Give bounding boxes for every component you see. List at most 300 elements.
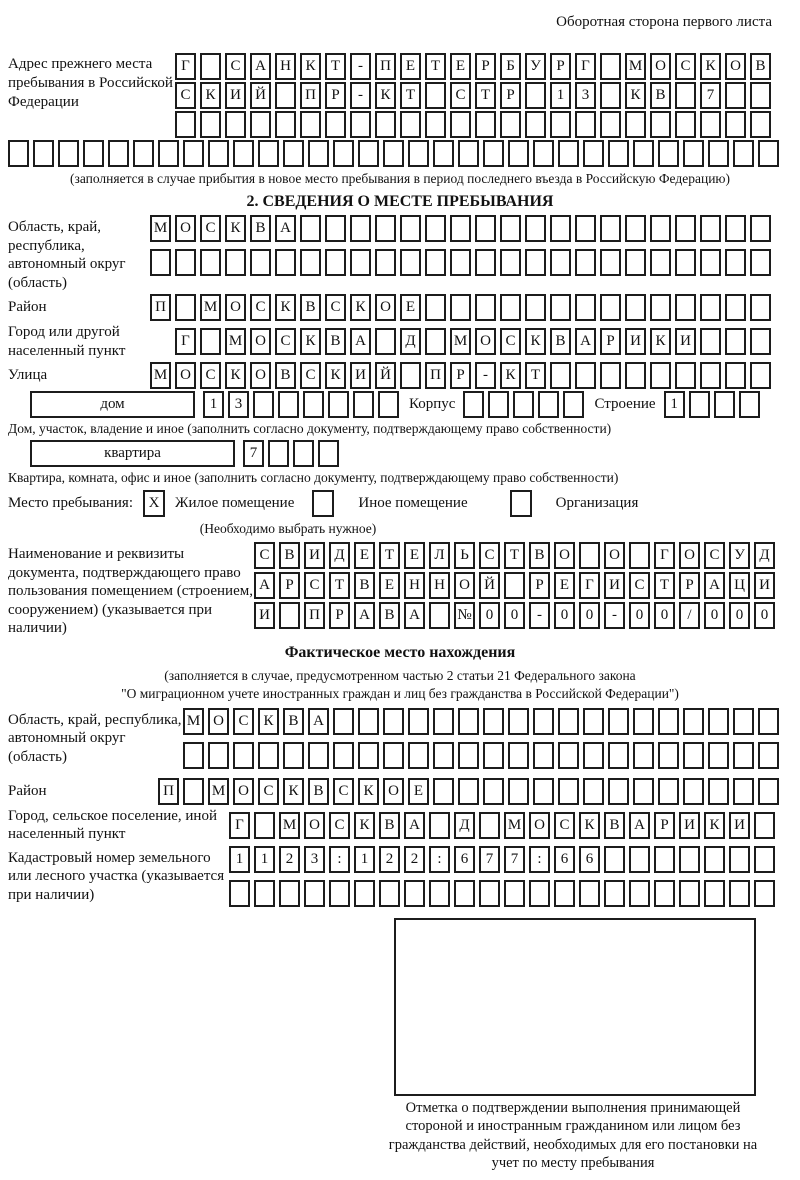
char-box xyxy=(458,140,479,167)
char-box: Б xyxy=(500,53,521,80)
char-box xyxy=(725,294,746,321)
char-box xyxy=(600,249,621,276)
char-box xyxy=(425,294,446,321)
char-box xyxy=(550,111,571,138)
street-row xyxy=(150,362,771,389)
char-box: В xyxy=(275,362,296,389)
char-box: 1 xyxy=(254,846,275,873)
char-box xyxy=(675,249,696,276)
char-box: Н xyxy=(404,572,425,599)
char-box: К xyxy=(704,812,725,839)
char-box xyxy=(558,708,579,735)
char-box xyxy=(425,249,446,276)
char-box xyxy=(608,708,629,735)
char-box xyxy=(483,708,504,735)
char-box: К xyxy=(350,294,371,321)
char-box xyxy=(425,82,446,109)
char-box xyxy=(358,708,379,735)
char-box xyxy=(533,140,554,167)
char-box: В xyxy=(283,708,304,735)
char-box: 1 xyxy=(354,846,375,873)
char-box: С xyxy=(329,812,350,839)
char-box xyxy=(558,778,579,805)
region-block xyxy=(8,215,792,292)
char-box xyxy=(758,708,779,735)
char-box: К xyxy=(300,328,321,355)
char-box: А xyxy=(704,572,725,599)
char-box xyxy=(433,140,454,167)
char-box xyxy=(533,778,554,805)
char-box: О xyxy=(208,708,229,735)
char-box: О xyxy=(529,812,550,839)
char-box: С xyxy=(629,572,650,599)
stay-type-note: (Необходимо выбрать нужное) xyxy=(199,521,377,536)
char-box: Й xyxy=(250,82,271,109)
checkbox-inoe xyxy=(312,490,334,517)
char-box xyxy=(625,215,646,242)
house-row xyxy=(8,391,792,418)
char-box xyxy=(279,602,300,629)
char-box xyxy=(583,708,604,735)
char-box: П xyxy=(158,778,179,805)
char-box: О xyxy=(175,362,196,389)
char-box xyxy=(425,328,446,355)
char-box: Г xyxy=(579,572,600,599)
fact-city-block xyxy=(8,807,792,844)
char-box: К xyxy=(283,778,304,805)
char-box: В xyxy=(250,215,271,242)
char-box xyxy=(450,249,471,276)
char-box: Т xyxy=(325,53,346,80)
char-box: Д xyxy=(454,812,475,839)
char-box xyxy=(375,328,396,355)
char-box xyxy=(475,294,496,321)
char-box xyxy=(658,742,679,769)
char-box: Е xyxy=(379,572,400,599)
char-box: И xyxy=(350,362,371,389)
cadastral-row-1 xyxy=(229,846,775,873)
cadastral-block xyxy=(8,846,792,914)
char-box: 3 xyxy=(304,846,325,873)
char-box xyxy=(383,140,404,167)
char-box: 3 xyxy=(228,391,249,418)
district-label: Район xyxy=(8,299,47,316)
char-box xyxy=(583,140,604,167)
actual-location-title: Фактическое место нахождения xyxy=(284,643,516,661)
char-box: Н xyxy=(429,572,450,599)
char-box xyxy=(508,778,529,805)
char-box: 0 xyxy=(729,602,750,629)
char-box: С xyxy=(275,328,296,355)
char-box xyxy=(733,742,754,769)
char-box xyxy=(625,111,646,138)
char-box: Т xyxy=(329,572,350,599)
char-box xyxy=(375,249,396,276)
char-box xyxy=(183,742,204,769)
char-box xyxy=(233,742,254,769)
char-box xyxy=(425,215,446,242)
char-box: 1 xyxy=(229,846,250,873)
char-box: О xyxy=(475,328,496,355)
char-box xyxy=(533,742,554,769)
cadastral-row-2 xyxy=(229,880,775,907)
char-box xyxy=(475,249,496,276)
previous-address-row-1 xyxy=(175,53,771,80)
fact-region-block xyxy=(8,708,792,776)
char-box xyxy=(383,742,404,769)
char-box: Е xyxy=(554,572,575,599)
char-box: О xyxy=(604,542,625,569)
char-box: 6 xyxy=(579,846,600,873)
char-box: 7 xyxy=(243,440,264,467)
char-box xyxy=(600,82,621,109)
char-box xyxy=(733,140,754,167)
char-box xyxy=(283,140,304,167)
char-box: Г xyxy=(575,53,596,80)
char-box: П xyxy=(150,294,171,321)
char-box: К xyxy=(225,362,246,389)
char-box xyxy=(275,82,296,109)
char-box xyxy=(525,111,546,138)
char-box xyxy=(708,778,729,805)
char-box: С xyxy=(258,778,279,805)
char-box: Г xyxy=(654,542,675,569)
char-box: И xyxy=(254,602,275,629)
char-box: О xyxy=(454,572,475,599)
page-side-note: Оборотная сторона первого листа xyxy=(556,14,772,30)
char-box xyxy=(358,742,379,769)
char-box xyxy=(500,111,521,138)
char-box xyxy=(329,880,350,907)
char-box xyxy=(633,778,654,805)
char-box: М xyxy=(150,215,171,242)
char-box: 2 xyxy=(379,846,400,873)
char-box: А xyxy=(350,328,371,355)
char-box xyxy=(158,140,179,167)
char-box xyxy=(525,82,546,109)
char-box: В xyxy=(650,82,671,109)
char-box xyxy=(33,140,54,167)
char-box: Р xyxy=(529,572,550,599)
char-box xyxy=(563,391,584,418)
char-box xyxy=(488,391,509,418)
char-box xyxy=(325,249,346,276)
char-box xyxy=(554,880,575,907)
char-box: С xyxy=(304,572,325,599)
char-box: 7 xyxy=(504,846,525,873)
fact-region-row-2 xyxy=(183,742,779,769)
char-box: Д xyxy=(400,328,421,355)
char-box: : xyxy=(529,846,550,873)
char-box xyxy=(750,249,771,276)
char-box: С xyxy=(333,778,354,805)
char-box xyxy=(325,215,346,242)
char-box xyxy=(754,880,775,907)
char-box: А xyxy=(575,328,596,355)
char-box xyxy=(175,294,196,321)
ownership-doc-rows xyxy=(254,542,775,638)
char-box xyxy=(675,362,696,389)
char-box xyxy=(704,880,725,907)
char-box xyxy=(704,846,725,873)
char-box xyxy=(225,249,246,276)
char-box: К xyxy=(258,708,279,735)
char-box: - xyxy=(475,362,496,389)
char-box xyxy=(450,111,471,138)
char-box xyxy=(675,294,696,321)
city-block xyxy=(8,323,792,360)
city-row xyxy=(175,328,771,355)
char-box xyxy=(483,778,504,805)
char-box xyxy=(629,846,650,873)
char-box xyxy=(375,111,396,138)
char-box: С xyxy=(450,82,471,109)
char-box xyxy=(733,708,754,735)
char-box xyxy=(300,111,321,138)
previous-address-row-3 xyxy=(175,111,771,138)
char-box xyxy=(708,708,729,735)
region-rows xyxy=(150,215,771,292)
char-box xyxy=(350,249,371,276)
char-box xyxy=(633,140,654,167)
char-box: У xyxy=(525,53,546,80)
char-box xyxy=(600,53,621,80)
char-box: Ц xyxy=(729,572,750,599)
char-box: В xyxy=(279,542,300,569)
cadastral-label: Кадастровый номер земельного или лесного участка (указывается при наличии) xyxy=(8,849,225,903)
char-box: Р xyxy=(654,812,675,839)
char-box: М xyxy=(200,294,221,321)
fact-district-label: Район xyxy=(8,782,47,799)
char-box: Е xyxy=(450,53,471,80)
fact-region-row-1 xyxy=(183,708,779,735)
char-box xyxy=(600,362,621,389)
char-box: В xyxy=(308,778,329,805)
char-box xyxy=(328,391,349,418)
char-box: 0 xyxy=(654,602,675,629)
char-box xyxy=(308,140,329,167)
organizatsiya-label: Организация xyxy=(555,495,639,511)
char-box xyxy=(400,111,421,138)
char-box xyxy=(733,778,754,805)
char-box xyxy=(633,742,654,769)
stamp-caption: Отметка о подтверждении выполнения принимающей стороной и иностранным гражданином или лицом без гражданства действий, необходимых для его постановки на учет по месту пребывания xyxy=(388,1099,758,1171)
char-box: С xyxy=(704,542,725,569)
char-box xyxy=(250,111,271,138)
char-box xyxy=(463,391,484,418)
char-box xyxy=(353,391,374,418)
char-box: Е xyxy=(354,542,375,569)
char-box xyxy=(575,111,596,138)
char-box: 0 xyxy=(579,602,600,629)
char-box xyxy=(658,140,679,167)
char-box: И xyxy=(729,812,750,839)
korpus-row xyxy=(463,391,584,418)
char-box xyxy=(725,215,746,242)
char-box: В xyxy=(379,812,400,839)
char-box: А xyxy=(404,602,425,629)
char-box xyxy=(354,880,375,907)
actual-location-note-line2: "О миграционном учете иностранных граждан и лиц без гражданства в Российской Федерации") xyxy=(121,686,679,701)
char-box xyxy=(579,880,600,907)
char-box: К xyxy=(358,778,379,805)
stamp-area xyxy=(394,918,756,1096)
char-box xyxy=(358,140,379,167)
char-box: 6 xyxy=(554,846,575,873)
char-box: - xyxy=(350,53,371,80)
char-box xyxy=(504,880,525,907)
char-box xyxy=(608,140,629,167)
char-box: К xyxy=(300,53,321,80)
char-box xyxy=(433,708,454,735)
char-box xyxy=(458,742,479,769)
char-box: Ь xyxy=(454,542,475,569)
char-box: Й xyxy=(375,362,396,389)
char-box xyxy=(304,880,325,907)
char-box: Д xyxy=(754,542,775,569)
char-box: П xyxy=(300,82,321,109)
char-box xyxy=(683,742,704,769)
char-box: Т xyxy=(379,542,400,569)
char-box: М xyxy=(150,362,171,389)
char-box xyxy=(575,362,596,389)
char-box: 0 xyxy=(504,602,525,629)
char-box: В xyxy=(750,53,771,80)
char-box: В xyxy=(354,572,375,599)
char-box xyxy=(714,391,735,418)
char-box xyxy=(533,708,554,735)
char-box xyxy=(629,880,650,907)
char-box xyxy=(400,249,421,276)
char-box xyxy=(750,362,771,389)
char-box: М xyxy=(504,812,525,839)
char-box xyxy=(650,362,671,389)
char-box: 1 xyxy=(550,82,571,109)
checkbox-organizatsiya xyxy=(510,490,532,517)
char-box: К xyxy=(225,215,246,242)
char-box xyxy=(425,111,446,138)
district-block xyxy=(8,294,792,321)
char-box xyxy=(450,215,471,242)
char-box xyxy=(758,742,779,769)
char-box: О xyxy=(725,53,746,80)
fact-city-label: Город, сельское поселение, иной населенный пункт xyxy=(8,807,217,842)
char-box xyxy=(408,742,429,769)
actual-location-note-line1: (заполняется в случае, предусмотренном частью 2 статьи 21 Федерального закона xyxy=(164,667,636,683)
fact-region-label: Область, край, республика, автономный округ (область) xyxy=(8,711,182,765)
char-box xyxy=(458,778,479,805)
char-box xyxy=(633,708,654,735)
char-box xyxy=(133,140,154,167)
char-box xyxy=(333,742,354,769)
char-box xyxy=(508,708,529,735)
char-box xyxy=(378,391,399,418)
char-box xyxy=(700,249,721,276)
char-box xyxy=(500,215,521,242)
char-box xyxy=(675,82,696,109)
char-box xyxy=(550,249,571,276)
stay-type-row xyxy=(8,490,792,517)
char-box xyxy=(275,111,296,138)
char-box: С xyxy=(225,53,246,80)
char-box xyxy=(504,572,525,599)
char-box xyxy=(708,140,729,167)
char-box xyxy=(150,249,171,276)
char-box xyxy=(625,294,646,321)
street-label: Улица xyxy=(8,367,48,384)
char-box xyxy=(675,215,696,242)
char-box: Р xyxy=(550,53,571,80)
char-box: В xyxy=(379,602,400,629)
char-box: 0 xyxy=(704,602,725,629)
actual-location-note xyxy=(8,667,792,704)
char-box: К xyxy=(650,328,671,355)
char-box xyxy=(679,846,700,873)
char-box: Р xyxy=(325,82,346,109)
char-box: Р xyxy=(475,53,496,80)
char-box: Т xyxy=(425,53,446,80)
fact-district-row xyxy=(158,778,779,805)
char-box: - xyxy=(529,602,550,629)
char-box xyxy=(550,215,571,242)
char-box xyxy=(513,391,534,418)
char-box xyxy=(508,140,529,167)
char-box xyxy=(279,880,300,907)
char-box: Т xyxy=(525,362,546,389)
char-box: В xyxy=(300,294,321,321)
ownership-doc-row-1 xyxy=(254,542,775,569)
ownership-doc-row-2 xyxy=(254,572,775,599)
char-box xyxy=(475,215,496,242)
previous-address-note: (заполняется в случае прибытия в новое место пребывания в период последнего въезда в Российскую Федерацию) xyxy=(69,171,731,186)
char-box xyxy=(750,328,771,355)
char-box: К xyxy=(579,812,600,839)
previous-address-label: Адрес прежнего места пребывания в Российской Федерации xyxy=(8,56,173,110)
char-box xyxy=(200,328,221,355)
char-box: С xyxy=(250,294,271,321)
fact-region-rows xyxy=(183,708,779,776)
char-box: Е xyxy=(404,542,425,569)
apartment-note: Квартира, комната, офис и иное (заполнить согласно документу, подтверждающему право собственности) xyxy=(8,470,619,485)
char-box xyxy=(575,249,596,276)
char-box: Н xyxy=(275,53,296,80)
char-box: А xyxy=(250,53,271,80)
char-box: М xyxy=(279,812,300,839)
char-box: С xyxy=(500,328,521,355)
char-box xyxy=(278,391,299,418)
char-box: Г xyxy=(175,53,196,80)
char-box: С xyxy=(200,362,221,389)
char-box: О xyxy=(250,328,271,355)
korpus-label: Корпус xyxy=(409,396,456,412)
stay-type-label: Место пребывания: xyxy=(8,495,133,511)
apartment-field-label-box: квартира xyxy=(30,440,235,467)
char-box: А xyxy=(275,215,296,242)
char-box xyxy=(454,880,475,907)
char-box: А xyxy=(308,708,329,735)
char-box xyxy=(479,880,500,907)
char-box xyxy=(325,111,346,138)
char-box: И xyxy=(679,812,700,839)
char-box xyxy=(308,742,329,769)
char-box xyxy=(8,140,29,167)
char-box xyxy=(58,140,79,167)
char-box xyxy=(404,880,425,907)
char-box: П xyxy=(425,362,446,389)
char-box xyxy=(700,362,721,389)
char-box: Й xyxy=(479,572,500,599)
char-box xyxy=(400,215,421,242)
